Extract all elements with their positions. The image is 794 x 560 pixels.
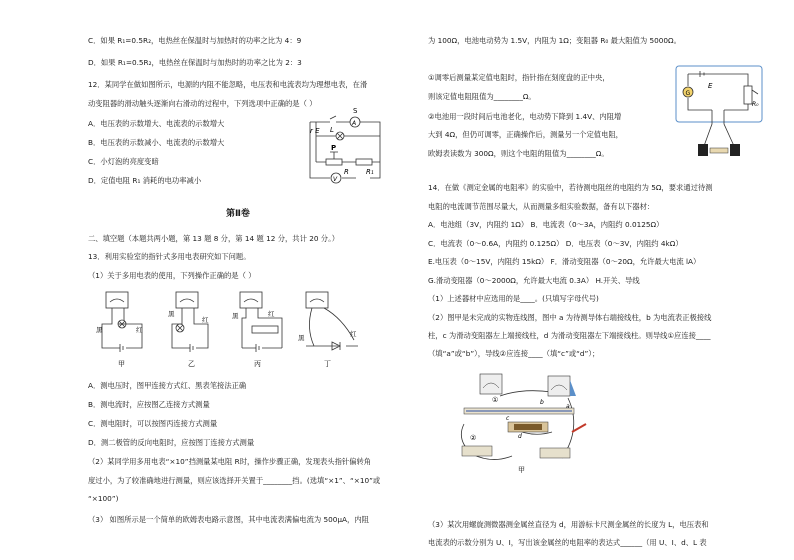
- question-14-2-line2: 柱，c 为滑动变阻器左上端接线柱，d 为滑动变阻器左下端接线柱。则导线①应连接____: [428, 331, 711, 340]
- circuit-label-v: V: [333, 176, 338, 183]
- option-13a: A．测电压时，图甲连接方式红、黑表笔接法正确: [88, 381, 247, 390]
- circuit-label-l: L: [330, 126, 334, 134]
- circuit-diagram-q12: [300, 104, 390, 190]
- equipment-gh: G.滑动变阻器（0～2000Ω，允许最大电流 0.3A） H.开关、导线: [428, 276, 640, 285]
- equipment-ab: A．电池组（3V，内阻约 1Ω） B．电流表（0～3A，内阻约 0.0125Ω）: [428, 220, 664, 229]
- question-13-3-part1-line2: 则该定值电阻阻值为________Ω。: [428, 92, 536, 101]
- question-14-1: （1）上述器材中应选用的是____。(只填写字母代号): [428, 294, 599, 303]
- ohm-label-e: E: [708, 82, 713, 90]
- probe-black-ding: 黑: [298, 334, 305, 342]
- fig-label-yi: 乙: [188, 360, 195, 368]
- circuit-label-re: r E: [310, 127, 320, 135]
- question-13-3-line1: （3） 如图所示是一个简单的欧姆表电路示意图，其中电流表满偏电流为 500μA，内阻: [88, 515, 369, 524]
- question-14-2-line3: （填“a”或“b”），导线②应连接____（填“c”或“d”）；: [428, 349, 600, 358]
- question-13-3-part1-line1: ①调零后测量某定值电阻时，指针指在刻度盘的正中央，: [428, 73, 610, 82]
- question-13-3-part2-line2: 大到 4Ω，但仍可调零，正确操作后，测量另一个定值电阻，: [428, 130, 623, 139]
- question-14-line2: 电阻的电流调节范围尽量大，从而测量多组实验数据，备有以下器材：: [428, 202, 655, 211]
- fig-label-jia: 甲: [118, 360, 125, 368]
- question-13-3-part2-line1: ②电池用一段时间后电池老化，电动势下降到 1.4V、内阻增: [428, 112, 622, 121]
- label-b: b: [540, 399, 544, 406]
- circuit-label-a: A: [352, 120, 357, 127]
- fig-label-bing: 丙: [254, 360, 261, 368]
- option-13c: C．测电阻时，可以按图丙连接方式测量: [88, 419, 218, 428]
- option-12c: C．小灯泡的亮度变暗: [88, 157, 159, 166]
- question-14-3-line1: （3）某次用螺旋测微器测金属丝直径为 d，用游标卡尺测金属丝的长度为 L，电压表和: [428, 520, 709, 529]
- circuit-label-r1: R₁: [366, 168, 374, 176]
- label-c: c: [506, 415, 510, 422]
- question-13-2-line3: “×100”): [88, 494, 119, 503]
- option-11d: D．如果 R₁=0.5R₂，电热丝在保温时与加热时的功率之比为 2：3: [88, 58, 302, 67]
- section-title: 第Ⅱ卷: [226, 209, 250, 219]
- probe-black-jia: 黑: [96, 326, 103, 334]
- question-13-3-line2: 为 100Ω，电池电动势为 1.5V，内阻为 1Ω；变阻器 R₀ 最大阻值为 5000Ω。: [428, 36, 681, 45]
- photo-caption: 甲: [518, 466, 525, 474]
- option-12a: A．电压表的示数增大、电流表的示数增大: [88, 119, 225, 128]
- fill-blank-header: 二、填空题（本题共两小题，第 13 题 8 分，第 14 题 12 分，共计 20 分。）: [88, 234, 340, 243]
- equipment-cd: C．电流表（0～0.6A，内阻约 0.125Ω） D．电压表（0～3V，内阻约 4kΩ）: [428, 239, 683, 248]
- probe-red-bing: 红: [268, 310, 275, 318]
- question-13: 13．利用实验室的指针式多用电表研究如下问题。: [88, 252, 251, 261]
- question-13-3-part2-line3: 欧姆表读数为 300Ω，则这个电阻的阻值为________Ω。: [428, 149, 609, 158]
- ohmmeter-diagram: [672, 64, 768, 160]
- option-13b: B．测电流时，应按图乙连接方式测量: [88, 400, 210, 409]
- circuit-label-r: R: [344, 168, 349, 176]
- option-12b: B．电压表的示数减小、电流表的示数增大: [88, 138, 225, 147]
- question-13-2-line2: 度过小，为了较准确地进行测量，则应该选择开关置于________挡。(选填“×1”、“×10”或: [88, 476, 381, 485]
- label-wire-1: ①: [492, 396, 499, 404]
- ohm-label-r0: R₀: [752, 101, 759, 108]
- probe-red-ding: 红: [350, 330, 357, 338]
- equipment-ef: E.电压表（0～15V，内阻约 15kΩ） F．滑动变阻器（0～20Ω，允许最大电流 lA）: [428, 257, 701, 266]
- option-12d: D．定值电阻 R₁ 消耗的电功率减小: [88, 176, 202, 185]
- probe-red-yi: 红: [202, 316, 209, 324]
- question-12-line2: 动变阻器的滑动触头逐渐向右滑动的过程中，下列选项中正确的是（ ）: [88, 99, 317, 108]
- probe-black-bing: 黑: [232, 312, 239, 320]
- multimeter-figures: [92, 288, 362, 374]
- label-a: a: [566, 403, 570, 410]
- fig-label-ding: 丁: [324, 360, 331, 368]
- probe-black-yi: 黑: [168, 310, 175, 318]
- question-13-2-line1: （2）某同学用多用电表“×10”挡测量某电阻 R时，操作步骤正确，发现表头指针偏转角: [88, 457, 372, 466]
- question-12-line1: 12．某同学在做如图所示，电源的内阻不能忽略，电压表和电流表均为理想电表，在滑: [88, 80, 368, 89]
- question-14-2-line1: （2）图甲是未完成的实物连线图，图中 a 为待测导体右端接线柱，b 为电流表正极接线: [428, 313, 712, 322]
- probe-red-jia: 红: [136, 326, 143, 334]
- question-13-1: （1）关于多用电表的使用，下列操作正确的是（ ）: [88, 271, 256, 280]
- ohm-label-g: G: [685, 90, 691, 97]
- label-d: d: [518, 433, 522, 440]
- circuit-label-s: S: [353, 107, 358, 115]
- circuit-label-p: P: [331, 144, 337, 152]
- question-14-3-line2: 电流表的示数分别为 U、I，写出该金属丝的电阻率的表达式______（用 U、I、d、L 表: [428, 538, 707, 547]
- label-wire-2: ②: [470, 434, 477, 442]
- apparatus-illustration: [452, 368, 602, 478]
- question-14-line1: 14．在做《测定金属的电阻率》的实验中，若待测电阻丝的电阻约为 5Ω，要求通过待测: [428, 183, 713, 192]
- option-11c: C．如果 R₁=0.5R₂，电热丝在保温时与加热时的功率之比为 4：9: [88, 36, 302, 45]
- option-13d: D．测二极管的反向电阻时，应按图丁连接方式测量: [88, 438, 255, 447]
